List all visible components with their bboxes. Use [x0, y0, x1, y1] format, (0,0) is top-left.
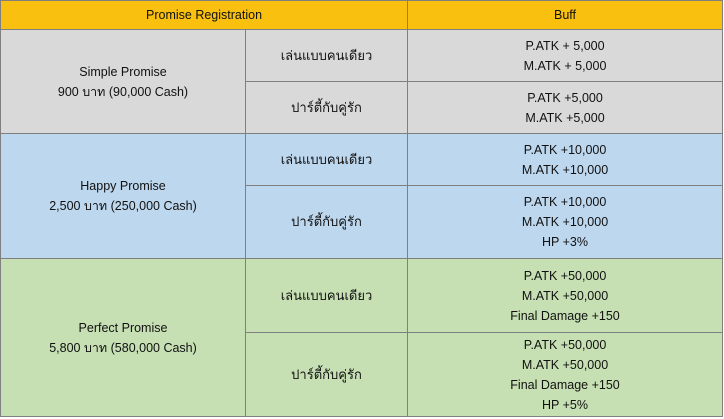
- buff-line: M.ATK +50,000: [521, 357, 609, 372]
- header-promise-registration: Promise Registration: [1, 1, 408, 30]
- buff-line: P.ATK +5,000: [527, 90, 603, 105]
- buff-line: Final Damage +150: [510, 377, 620, 392]
- promise-name: Perfect Promise: [78, 320, 168, 335]
- buff-line: M.ATK + 5,000: [523, 58, 607, 73]
- table-row: [1, 30, 723, 82]
- buff-line: HP +3%: [542, 235, 588, 249]
- promise-price: 2,500 บาท (250,000 Cash): [49, 199, 197, 213]
- table-row: [1, 259, 723, 333]
- promise-price: 5,800 บาท (580,000 Cash): [49, 340, 197, 355]
- buff-line: P.ATK + 5,000: [525, 38, 605, 53]
- buff-line: P.ATK +10,000: [523, 142, 607, 157]
- mode-couple: ปาร์ตี้กับคู่รัก: [246, 82, 408, 134]
- buff-cell: [408, 333, 723, 417]
- buff-line: M.ATK +10,000: [521, 162, 609, 177]
- buff-line: M.ATK +50,000: [521, 288, 609, 303]
- buff-line: Final Damage +150: [510, 308, 620, 323]
- buff-cell: [408, 186, 723, 259]
- mode-couple: ปาร์ตี้กับคู่รัก: [246, 333, 408, 417]
- mode-solo: เล่นแบบคนเดียว: [246, 134, 408, 186]
- buff-line: HP +5%: [542, 397, 588, 412]
- header-row: [1, 1, 723, 30]
- header-buff: Buff: [408, 1, 723, 30]
- buff-line: M.ATK +5,000: [525, 110, 605, 125]
- table-row: [1, 134, 723, 186]
- buff-cell: [408, 30, 723, 82]
- buff-cell: [408, 82, 723, 134]
- promise-name: Happy Promise: [80, 179, 166, 193]
- promise-cell: [1, 30, 246, 134]
- buff-line: P.ATK +50,000: [523, 268, 607, 283]
- mode-couple: ปาร์ตี้กับคู่รัก: [246, 186, 408, 259]
- mode-solo: เล่นแบบคนเดียว: [246, 259, 408, 333]
- buff-line: M.ATK +10,000: [521, 215, 609, 229]
- promise-cell: [1, 134, 246, 259]
- buff-cell: [408, 134, 723, 186]
- mode-solo: เล่นแบบคนเดียว: [246, 30, 408, 82]
- promise-price: 900 บาท (90,000 Cash): [57, 84, 189, 99]
- buff-cell: [408, 259, 723, 333]
- buff-line: P.ATK +10,000: [523, 195, 607, 209]
- promise-name: Simple Promise: [79, 64, 167, 79]
- promise-cell: [1, 259, 246, 417]
- buff-line: P.ATK +50,000: [523, 337, 607, 352]
